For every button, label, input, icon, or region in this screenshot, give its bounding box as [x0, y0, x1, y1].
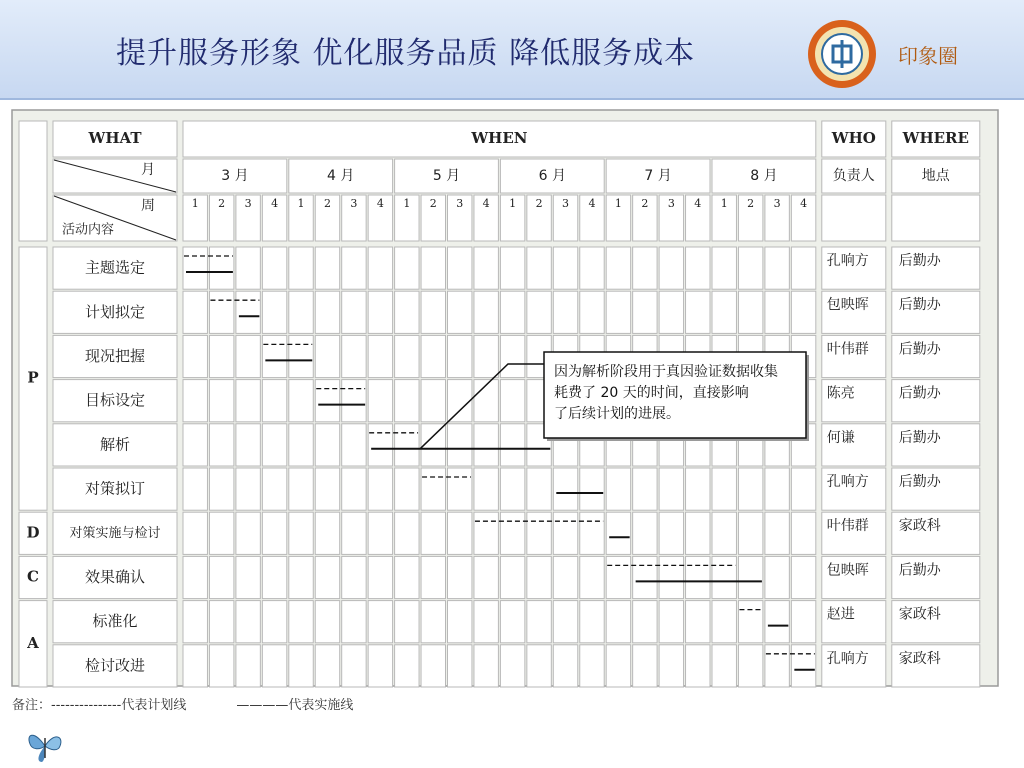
week-grid-cell — [712, 512, 736, 554]
week-grid-cell — [448, 380, 472, 422]
week-grid-cell — [342, 512, 366, 554]
week-grid-cell — [474, 512, 498, 554]
week-grid-cell — [342, 335, 366, 377]
week-grid-cell — [395, 512, 419, 554]
week-grid-cell — [791, 556, 815, 598]
week-grid-cell — [633, 512, 657, 554]
week-grid-cell — [289, 468, 313, 510]
who-name: 包映晖 — [826, 562, 869, 579]
week-grid-cell — [289, 335, 313, 377]
week-grid-cell — [500, 601, 524, 643]
week-grid-cell — [342, 645, 366, 687]
week-grid-cell — [395, 247, 419, 289]
week-grid-cell — [659, 556, 683, 598]
week-grid-cell — [315, 556, 339, 598]
week-grid-cell — [527, 291, 551, 333]
week-grid-cell — [765, 512, 789, 554]
week-grid-cell — [395, 380, 419, 422]
week-grid-cell — [368, 512, 392, 554]
week-grid-cell — [342, 601, 366, 643]
where-name: 后勤办 — [898, 429, 941, 446]
week-grid-cell — [659, 645, 683, 687]
activity-name: 效果确认 — [84, 568, 146, 586]
week-grid-cell — [712, 645, 736, 687]
week-grid-cell — [209, 512, 233, 554]
week-number: 3 — [562, 197, 570, 210]
week-grid-cell — [368, 291, 392, 333]
week-grid-cell — [448, 291, 472, 333]
week-grid-cell — [791, 247, 815, 289]
week-grid-cell — [289, 247, 313, 289]
week-grid-cell — [580, 601, 604, 643]
week-grid-cell — [606, 291, 630, 333]
week-grid-cell — [368, 424, 392, 466]
where-name: 后勤办 — [898, 385, 941, 402]
week-grid-cell — [262, 380, 286, 422]
week-grid-cell — [500, 291, 524, 333]
where-header: WHERE — [902, 129, 969, 147]
week-grid-cell — [236, 468, 260, 510]
week-grid-cell — [421, 645, 445, 687]
week-grid-cell — [236, 380, 260, 422]
week-grid-cell — [209, 335, 233, 377]
week-number: 4 — [694, 197, 702, 210]
week-grid-cell — [421, 291, 445, 333]
month-label: 7 月 — [644, 168, 672, 184]
phase-label: A — [27, 633, 39, 652]
week-grid-cell — [606, 601, 630, 643]
week-grid-cell — [553, 556, 577, 598]
week-grid-cell — [236, 424, 260, 466]
week-grid-cell — [738, 645, 762, 687]
week-grid-cell — [315, 468, 339, 510]
week-grid-cell — [553, 512, 577, 554]
who-name: 孔响方 — [826, 650, 869, 667]
week-grid-cell — [368, 556, 392, 598]
week-grid-cell — [448, 556, 472, 598]
where-name: 家政科 — [898, 606, 941, 623]
week-grid-cell — [236, 645, 260, 687]
week-grid-cell — [500, 512, 524, 554]
week-grid-cell — [368, 645, 392, 687]
month-label: 8 月 — [750, 168, 778, 184]
activity-name: 对策实施与检讨 — [69, 525, 161, 541]
week-number: 4 — [271, 197, 279, 210]
week-grid-cell — [209, 601, 233, 643]
month-label: 3 月 — [221, 168, 249, 184]
week-grid-cell — [580, 645, 604, 687]
week-grid-cell — [527, 247, 551, 289]
week-grid-cell — [395, 335, 419, 377]
week-grid-cell — [262, 291, 286, 333]
week-number: 1 — [509, 197, 517, 210]
week-grid-cell — [315, 512, 339, 554]
week-grid-cell — [686, 291, 710, 333]
week-grid-cell — [474, 601, 498, 643]
week-grid-cell — [606, 512, 630, 554]
week-grid-cell — [659, 512, 683, 554]
who-blank-cell — [822, 195, 886, 241]
week-grid-cell — [474, 247, 498, 289]
logo-seal-icon — [806, 18, 878, 90]
week-grid-cell — [738, 512, 762, 554]
week-grid-cell — [500, 335, 524, 377]
activity-name: 计划拟定 — [84, 302, 146, 321]
week-grid-cell — [738, 247, 762, 289]
activity-name: 标准化 — [92, 612, 138, 631]
week-grid-cell — [315, 380, 339, 422]
who-name: 包映晖 — [826, 297, 869, 314]
week-grid-cell — [448, 335, 472, 377]
week-grid-cell — [183, 556, 207, 598]
week-grid-cell — [606, 468, 630, 510]
callout-text: 了后续计划的进展。 — [554, 406, 680, 422]
week-grid-cell — [791, 645, 815, 687]
week-grid-cell — [262, 335, 286, 377]
week-grid-cell — [791, 601, 815, 643]
week-grid-cell — [209, 247, 233, 289]
where-name: 家政科 — [898, 650, 941, 667]
week-grid-cell — [659, 468, 683, 510]
week-grid-cell — [633, 645, 657, 687]
who-name: 叶伟群 — [826, 341, 869, 358]
week-grid-cell — [448, 645, 472, 687]
week-number: 1 — [191, 197, 199, 210]
week-grid-cell — [236, 335, 260, 377]
week-grid-cell — [765, 645, 789, 687]
week-grid-cell — [421, 512, 445, 554]
week-grid-cell — [183, 380, 207, 422]
week-grid-cell — [553, 468, 577, 510]
where-name: 后勤办 — [898, 253, 941, 269]
week-number: 4 — [482, 197, 490, 210]
week-grid-cell — [262, 468, 286, 510]
who-header: WHO — [831, 129, 876, 147]
week-number: 3 — [667, 197, 675, 210]
week-grid-cell — [633, 556, 657, 598]
week-grid-cell — [421, 335, 445, 377]
week-number: 2 — [429, 197, 437, 210]
week-grid-cell — [474, 645, 498, 687]
week-grid-cell — [474, 468, 498, 510]
who-name: 陈亮 — [826, 385, 855, 402]
activity-name: 主题选定 — [84, 258, 146, 277]
week-grid-cell — [712, 247, 736, 289]
week-grid-cell — [421, 247, 445, 289]
week-grid-cell — [315, 335, 339, 377]
week-grid-cell — [500, 247, 524, 289]
where-name: 后勤办 — [898, 474, 941, 490]
week-grid-cell — [421, 468, 445, 510]
week-grid-cell — [765, 601, 789, 643]
week-grid-cell — [395, 601, 419, 643]
week-number: 4 — [376, 197, 384, 210]
week-grid-cell — [448, 247, 472, 289]
week-grid-cell — [342, 380, 366, 422]
week-grid-cell — [474, 291, 498, 333]
week-number: 2 — [323, 197, 331, 210]
week-grid-cell — [262, 424, 286, 466]
week-grid-cell — [553, 601, 577, 643]
what-header: WHAT — [88, 129, 142, 147]
week-grid-cell — [289, 556, 313, 598]
week-grid-cell — [395, 556, 419, 598]
week-grid-cell — [580, 468, 604, 510]
week-grid-cell — [686, 468, 710, 510]
week-grid-cell — [395, 424, 419, 466]
week-grid-cell — [421, 556, 445, 598]
week-grid-cell — [765, 291, 789, 333]
week-grid-cell — [765, 247, 789, 289]
week-grid-cell — [342, 424, 366, 466]
week-grid-cell — [315, 247, 339, 289]
week-number: 1 — [297, 197, 305, 210]
week-grid-cell — [368, 247, 392, 289]
week-grid-cell — [580, 556, 604, 598]
week-grid-cell — [738, 601, 762, 643]
week-grid-cell — [236, 291, 260, 333]
week-grid-cell — [765, 556, 789, 598]
phase-label: C — [27, 567, 39, 586]
week-grid-cell — [289, 424, 313, 466]
week-number: 4 — [588, 197, 596, 210]
week-grid-cell — [500, 645, 524, 687]
week-grid-cell — [580, 291, 604, 333]
where-name: 后勤办 — [898, 341, 941, 358]
week-grid-cell — [209, 556, 233, 598]
week-grid-cell — [421, 380, 445, 422]
week-grid-cell — [448, 601, 472, 643]
week-grid-cell — [289, 291, 313, 333]
week-grid-cell — [315, 601, 339, 643]
week-number: 1 — [403, 197, 411, 210]
week-grid-cell — [183, 645, 207, 687]
week-number: 2 — [747, 197, 755, 210]
week-grid-cell — [553, 645, 577, 687]
month-label: 4 月 — [327, 168, 355, 184]
activity-name: 解析 — [99, 435, 131, 454]
week-number: 3 — [244, 197, 252, 210]
week-grid-cell — [183, 247, 207, 289]
week-grid-cell — [183, 291, 207, 333]
week-grid-cell — [289, 645, 313, 687]
week-grid-cell — [315, 291, 339, 333]
where-name: 后勤办 — [898, 562, 941, 579]
where-name: 后勤办 — [898, 297, 941, 314]
phase-label: P — [27, 368, 39, 387]
week-grid-cell — [421, 601, 445, 643]
callout-text: 因为解析阶段用于真因验证数据收集 — [554, 364, 778, 380]
week-grid-cell — [791, 468, 815, 510]
week-number: 1 — [614, 197, 622, 210]
week-grid-cell — [527, 645, 551, 687]
week-grid-cell — [712, 601, 736, 643]
week-grid-cell — [342, 291, 366, 333]
slide-title: 提升服务形象 优化服务品质 降低服务成本 — [116, 36, 696, 71]
week-grid-cell — [342, 468, 366, 510]
week-number: 1 — [720, 197, 728, 210]
week-grid-cell — [395, 468, 419, 510]
slide-header — [0, 0, 1024, 100]
activity-name: 目标设定 — [84, 391, 146, 410]
week-grid-cell — [474, 556, 498, 598]
who-name: 叶伟群 — [826, 518, 869, 535]
week-grid-cell — [315, 424, 339, 466]
week-grid-cell — [791, 512, 815, 554]
week-grid-cell — [183, 424, 207, 466]
week-grid-cell — [262, 247, 286, 289]
week-grid-cell — [553, 247, 577, 289]
week-grid-cell — [448, 424, 472, 466]
plan-line-legend: 备注：---------------代表计划线 — [12, 698, 187, 713]
week-grid-cell — [448, 512, 472, 554]
week-grid-cell — [395, 291, 419, 333]
week-number: 3 — [350, 197, 358, 210]
week-grid-cell — [527, 512, 551, 554]
week-grid-cell — [527, 601, 551, 643]
month-label: 5 月 — [432, 168, 461, 184]
week-grid-cell — [791, 291, 815, 333]
who-name: 孔响方 — [826, 253, 869, 269]
week-grid-cell — [580, 512, 604, 554]
where-blank-cell — [892, 195, 980, 241]
week-number: 2 — [641, 197, 649, 210]
week-grid-cell — [500, 468, 524, 510]
week-grid-cell — [209, 380, 233, 422]
activity-name: 现况把握 — [84, 347, 146, 365]
actual-line-legend: ————代表实施线 — [236, 698, 354, 713]
week-number: 3 — [456, 197, 464, 210]
gantt-chart — [10, 108, 1002, 690]
week-grid-cell — [738, 291, 762, 333]
week-grid-cell — [183, 335, 207, 377]
week-grid-cell — [659, 247, 683, 289]
week-grid-cell — [686, 512, 710, 554]
week-grid-cell — [209, 645, 233, 687]
week-number: 4 — [800, 197, 808, 210]
week-grid-cell — [606, 645, 630, 687]
week-number: 2 — [535, 197, 543, 210]
activity-label: 活动内容 — [62, 222, 115, 238]
week-grid-cell — [183, 601, 207, 643]
week-grid-cell — [659, 601, 683, 643]
week-grid-cell — [183, 512, 207, 554]
who-name: 赵进 — [826, 606, 855, 623]
callout-text: 耗费了 20 天的时间，直接影响 — [554, 385, 749, 401]
phase-label: D — [26, 523, 40, 542]
week-grid-cell — [236, 512, 260, 554]
activity-name: 检讨改进 — [84, 656, 146, 675]
week-grid-cell — [712, 556, 736, 598]
week-label: 周 — [141, 198, 155, 214]
week-grid-cell — [686, 645, 710, 687]
week-grid-cell — [712, 291, 736, 333]
week-grid-cell — [606, 247, 630, 289]
who-name: 何谦 — [826, 429, 855, 446]
week-grid-cell — [553, 291, 577, 333]
week-grid-cell — [686, 247, 710, 289]
week-grid-cell — [262, 556, 286, 598]
week-grid-cell — [236, 247, 260, 289]
week-grid-cell — [262, 645, 286, 687]
week-grid-cell — [580, 247, 604, 289]
week-grid-cell — [368, 335, 392, 377]
week-grid-cell — [474, 335, 498, 377]
week-grid-cell — [659, 291, 683, 333]
legend-note — [12, 694, 353, 713]
week-grid-cell — [474, 424, 498, 466]
week-grid-cell — [289, 380, 313, 422]
week-grid-cell — [633, 468, 657, 510]
week-grid-cell — [342, 556, 366, 598]
week-grid-cell — [262, 601, 286, 643]
week-grid-cell — [765, 468, 789, 510]
week-grid-cell — [500, 556, 524, 598]
week-grid-cell — [448, 468, 472, 510]
who-name: 孔响方 — [826, 474, 869, 490]
who-subheader: 负责人 — [832, 168, 875, 184]
week-grid-cell — [209, 291, 233, 333]
week-grid-cell — [368, 601, 392, 643]
week-grid-cell — [527, 468, 551, 510]
week-grid-cell — [315, 645, 339, 687]
week-grid-cell — [500, 380, 524, 422]
week-grid-cell — [686, 556, 710, 598]
when-header: WHEN — [471, 129, 528, 147]
brand-name: 印象圈 — [898, 44, 958, 68]
week-number: 2 — [218, 197, 226, 210]
week-grid-cell — [368, 468, 392, 510]
week-grid-cell — [209, 468, 233, 510]
where-name: 家政科 — [898, 518, 941, 535]
week-grid-cell — [209, 424, 233, 466]
week-grid-cell — [262, 512, 286, 554]
week-grid-cell — [686, 601, 710, 643]
week-grid-cell — [289, 512, 313, 554]
week-grid-cell — [183, 468, 207, 510]
butterfly-icon — [24, 724, 66, 766]
week-grid-cell — [342, 247, 366, 289]
week-grid-cell — [712, 468, 736, 510]
week-grid-cell — [289, 601, 313, 643]
week-grid-cell — [395, 645, 419, 687]
week-grid-cell — [606, 556, 630, 598]
week-grid-cell — [633, 601, 657, 643]
week-grid-cell — [527, 556, 551, 598]
week-grid-cell — [500, 424, 524, 466]
activity-name: 对策拟订 — [84, 479, 146, 498]
where-subheader: 地点 — [921, 168, 950, 184]
week-grid-cell — [368, 380, 392, 422]
week-grid-cell — [738, 556, 762, 598]
month-label: 6 月 — [538, 168, 566, 184]
week-grid-cell — [738, 468, 762, 510]
week-grid-cell — [236, 556, 260, 598]
week-grid-cell — [633, 247, 657, 289]
week-number: 3 — [773, 197, 781, 210]
month-label: 月 — [141, 162, 155, 178]
week-grid-cell — [236, 601, 260, 643]
phase-header-cell — [19, 121, 47, 241]
week-grid-cell — [633, 291, 657, 333]
